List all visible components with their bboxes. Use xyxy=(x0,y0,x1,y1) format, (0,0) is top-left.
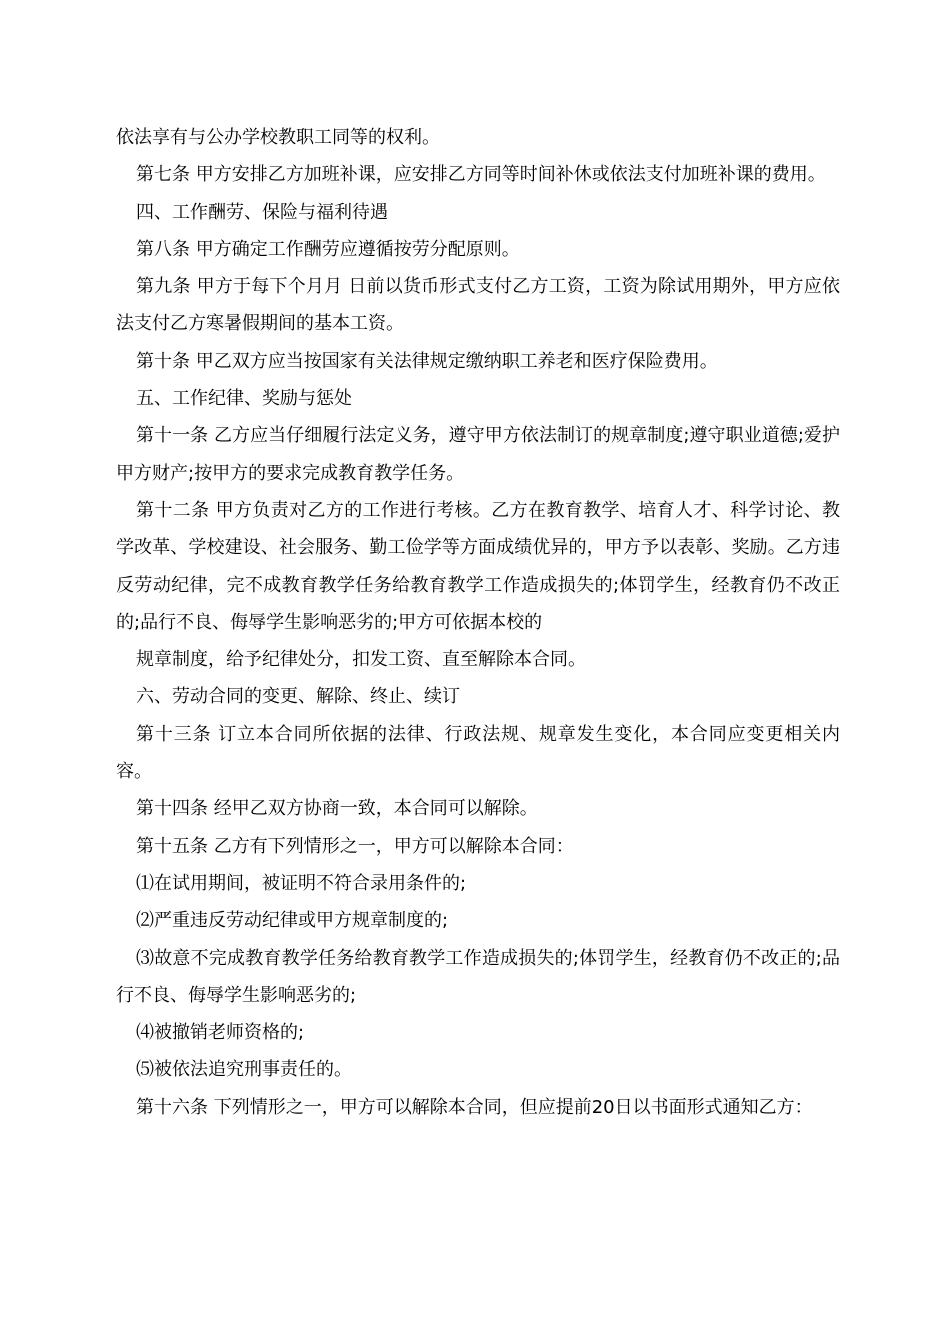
article-11-paragraph: 第十一条 乙方应当仔细履行法定义务，遵守甲方依法制订的规章制度;遵守职业道德;爱护甲方财产;按甲方的要求完成教育教学任务。 xyxy=(116,425,840,484)
article-14-paragraph: 第十四条 经甲乙双方协商一致，本合同可以解除。 xyxy=(136,798,538,820)
article-10-paragraph: 第十条 甲乙双方应当按国家有关法律规定缴纳职工养老和医疗保险费用。 xyxy=(136,350,718,372)
article-8-paragraph: 第八条 甲方确定工作酬劳应遵循按劳分配原则。 xyxy=(136,238,520,260)
paragraph: 依法享有与公办学校教职工同等的权利。 xyxy=(116,127,440,148)
section-heading-6: 六、劳动合同的变更、解除、终止、续订 xyxy=(136,686,460,708)
article-9-paragraph: 第九条 甲方于每下个月月 日前以货币形式支付乙方工资，工资为除试用期外，甲方应依法支付乙方寒暑假期间的基本工资。 xyxy=(116,276,840,335)
list-item-2: ⑵严重违反劳动纪律或甲方规章制度的; xyxy=(136,910,449,932)
list-item-5: ⑸被依法追究刑事责任的。 xyxy=(136,1059,352,1081)
article-13-paragraph: 第十三条 订立本合同所依据的法律、行政法规、规章发生变化，本合同应变更相关内容。 xyxy=(116,723,840,783)
section-heading-4: 四、工作酬劳、保险与福利待遇 xyxy=(136,201,388,223)
article-16-paragraph: 第十六条 下列情形之一，甲方可以解除本合同，但应提前20日以书面形式通知乙方： xyxy=(136,1096,813,1118)
section-heading-5: 五、工作纪律、奖励与惩处 xyxy=(136,388,352,410)
document-page xyxy=(116,119,840,1126)
article-15-paragraph: 第十五条 乙方有下列情形之一，甲方可以解除本合同： xyxy=(136,835,574,857)
list-item-4: ⑷被撤销老师资格的; xyxy=(136,1022,305,1044)
list-item-3: ⑶故意不完成教育教学任务给教育教学工作造成损失的;体罚学生，经教育仍不改正的;品行不良、侮辱学生影响恶劣的; xyxy=(116,947,840,1006)
article-12-continuation: 规章制度，给予纪律处分，扣发工资、直至解除本合同。 xyxy=(136,649,586,671)
article-12-paragraph: 第十二条 甲方负责对乙方的工作进行考核。乙方在教育教学、培育人才、科学讨论、教学改革、学校建设、社会服务、勤工俭学等方面成绩优异的，甲方予以表彰、奖励。乙方违反劳动纪律，完不成教育教学任务给教育教学工作造成损失的;体罚学生，经教育仍不改正的;品行不良、侮辱学生影响恶劣的;甲方可依据本校的 xyxy=(116,499,840,633)
article-7-paragraph: 第七条 甲方安排乙方加班补课，应安排乙方同等时间补休或依法支付加班补课的费用。 xyxy=(136,164,826,186)
list-item-1: ⑴在试用期间，被证明不符合录用条件的; xyxy=(136,872,467,894)
